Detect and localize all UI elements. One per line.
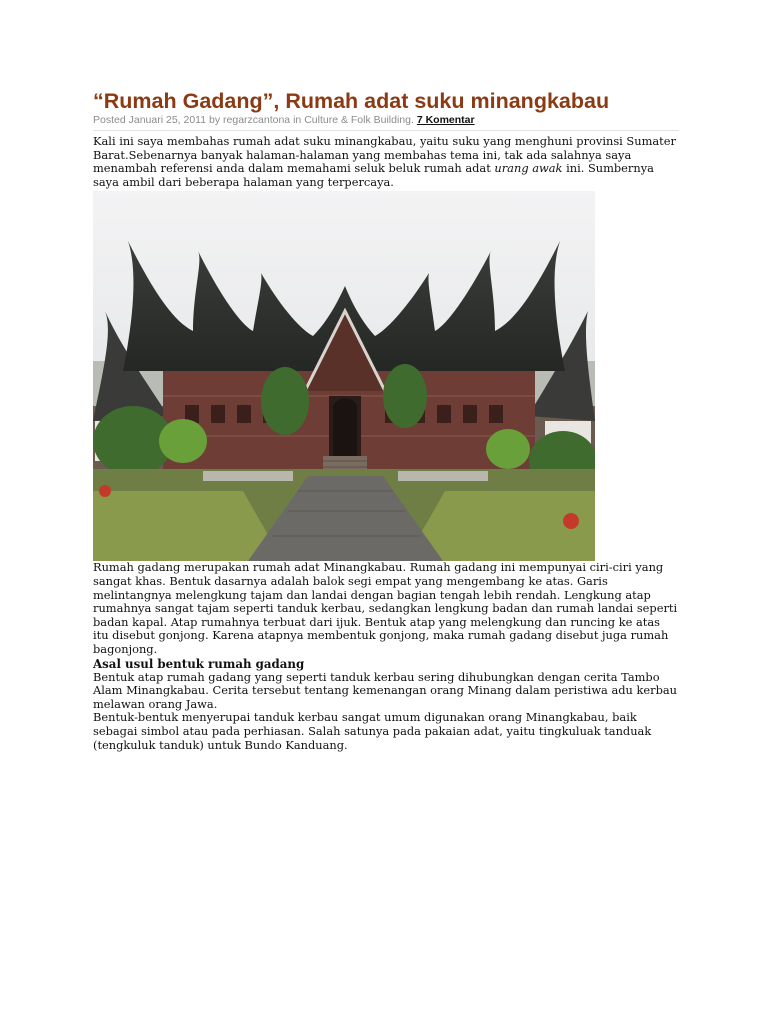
posted-label: Posted [93, 114, 126, 126]
post-title[interactable]: “Rumah Gadang”, Rumah adat suku minangkabau [93, 89, 610, 113]
post-author[interactable]: regarzcantona [223, 114, 291, 126]
meta-separator: . [411, 114, 417, 126]
in-label: in [293, 114, 302, 126]
post-date: Januari 25, 2011 [128, 114, 207, 126]
rumah-gadang-photo [93, 191, 595, 561]
description-paragraph: Rumah gadang merupakan rumah adat Minangkabau. Rumah gadang ini mempunyai ciri-ciri yang sangat khas. Bentuk dasarnya adalah balok segi empat yang mengembang ke atas. Garis melintangnya melengkung tajam dan landai dengan bagian tengah lebih rendah. Lengkung atap rumahnya sangat tajam seperti tanduk kerbau, sedangkan lengkung badan dan rumah landai seperti badan kapal. Atap rumahnya terbuat dari ijuk. Bentuk atap yang melengkung dan runcing ke atas itu disebut gonjong. Karena atapnya membentuk gonjong, maka rumah gadang disebut juga rumah bagonjong. [93, 560, 678, 656]
intro-paragraph [93, 135, 679, 189]
intro-text-1: Kali ini saya membahas rumah adat suku minangkabau, yaitu suku yang menghuni provinsi Sumater Barat.Sebenarnya banyak halaman-halaman yang membahas tema ini, tak ada salahnya saya menambah referensi anda dalam memahami seluk beluk rumah adat [93, 134, 676, 176]
symbol-paragraph: Bentuk-bentuk menyerupai tanduk kerbau sangat umum digunakan orang Minangkabau, baik sebagai simbol atau pada perhiasan. Salah satunya pada pakaian adat, yaitu tingkuluak tanduak (tengkuluk tanduk) untuk Bundo Kanduang. [93, 710, 652, 752]
comments-link[interactable]: 7 Komentar [416, 114, 475, 126]
rumah-gadang-illustration [93, 191, 595, 561]
section-heading: Asal usul bentuk rumah gadang [93, 656, 305, 671]
origin-paragraph: Bentuk atap rumah gadang yang seperti tanduk kerbau sering dihubungkan dengan cerita Tambo Alam Minangkabau. Cerita tersebut tentang kemenangan orang Minang dalam peristiwa adu kerbau melawan orang Jawa. [93, 669, 678, 711]
post-meta [93, 114, 679, 131]
intro-emphasis: urang awak [494, 161, 563, 176]
by-label: by [209, 114, 221, 126]
blog-post [93, 88, 679, 752]
intro-text-2: ini. Sumbernya saya ambil dari beberapa halaman yang terpercaya. [93, 161, 654, 189]
post-category[interactable]: Culture & Folk Building [304, 114, 411, 126]
post-body [93, 135, 679, 752]
